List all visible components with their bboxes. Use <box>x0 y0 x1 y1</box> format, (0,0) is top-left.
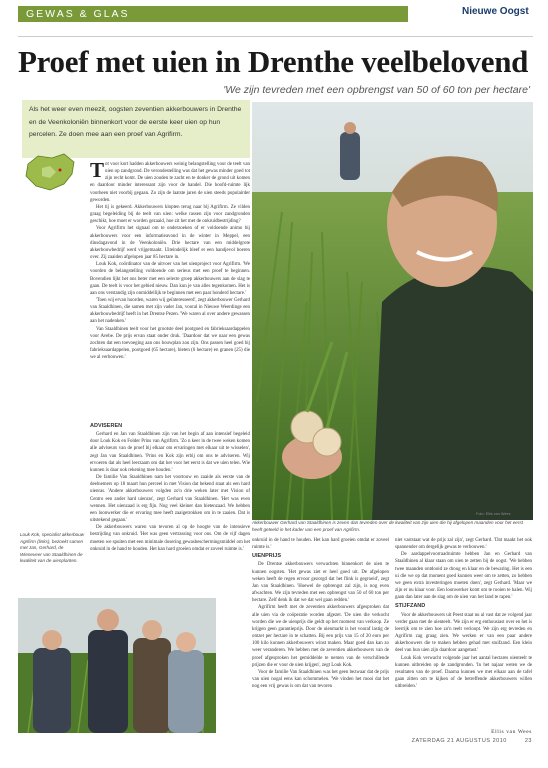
col4-paragraph: Voor de akkerbouwers uit Peest staat nu al vast dat ze volgend jaar verder gaan met de uienteelt. 'We zijn er erg enthousiast over en het is leerrijk om te zien hoe zo'n teelt verloopt. We zijn erg tevreden en Agrifirm zag graag zien. We werken er van een paar andere akkerbouwers die te maken hebben gehad met stuifzand. Een klein deel van hun uien zijn daardoor aangetast.' <box>395 612 532 654</box>
col3-paragraph: Voor de familie Van Staaldhinen was het geen bezwaar dat de prijs van uien nogal eens kan schommelen. 'We vinden het mooi dat het nog een vrij gewas is om dat van tevoren <box>252 669 389 690</box>
drenthe-map-icon <box>20 150 80 194</box>
photo-credit: Foto: Ellis van Wees <box>476 512 511 516</box>
col1-paragraph: Louk Kok, coördinator van de uitvoer van het uienproject voor Agrifirm. 'We voorden de belangstelling voldoende om serieus met een proef te beginnen. Bovendien lijkt het ons beter met een selecte groep akkerbouwers aan de slag te gaan. De teelt is voor het gebied nieuw. Dan kun je van alles tegenkomen. Het is aan ons verstandig zijn onmiddellijk te beginnen met een paar honderd hectare.' <box>90 262 250 296</box>
article-column-4 <box>395 537 532 727</box>
col1-paragraph: De familie Van Staaldhinen nam het voortouw en zaaide als eerste van de deelnemers op 18 maart hun perceel in met Vision dat bekend staat als een hard uienras. 'Andere akkerbouwers volgden zo'n drie weken later met Vision of Centro een ander hard uienras', zegt Gerhard van Staaldhinen. 'Het was even wennen. Het uienzaad is erg fijn. Nog veel kleiner dan bietenzaad. We hebben een loonwerker die er ervaring mee heeft zaaigetrokken om in te zaaien. Dat is uitstekend gegaan.' <box>90 475 250 524</box>
col3-paragraph: onkruid in de hand te houden. Het kan hard groeien omdat er zoveel ruimte is.' <box>252 538 389 551</box>
col4-paragraph: De aardappelvoorraadruimte hebben Jan en Gerhard van Staaldhinen al klaar staan om uien te zetten bij de oogst. 'We hebben twee maanden ontdooid ze droog en klaar en de bewaring. Het is een ui die we op dat moment goed kunnen weer om te zetten, zo hebben we geen extra investeringen moeten doen', zegt Gerhard. 'Maar we zijn er nu klaar voor. Een loonwerker komt om te rooien te halen. Wij gaan dan later aan de slag om de uien van het land te rapen.' <box>395 552 532 601</box>
farmers-group-image <box>18 598 216 733</box>
col3-paragraph: De Drentse akkerbouwers verwachten binnenkort de uien te kunnen oogsten. 'Het gewas ziet er heel goed uit. De afgelopen weken heeft de regen ervoor gezorgd dat het flink is gegroeid', zegt Jan van Staaldhinen. 'Hoewel de opbrengst zal zijn, is nog even afwachten. We zijn tevreden met een opbrengst van 50 of 60 ton per hectare. Zelf denk ik dat we dat wel gaan redden.' <box>252 562 389 604</box>
farmer-onion-image <box>252 102 533 520</box>
section-heading: ADVISEREN <box>90 423 123 429</box>
col1-paragraph: Van Staaldhinen teelt voor het grootste deel pootgoed en fabrieksaardappelen voor Avebe. De prijs ervan staat onder druk. 'Daardoor dat we naar een gewas zochten dat een toevoeging aan ons bouwplan zou zijn. Ons passen heel goed bij fabrieksaardappelen, pootgoed (65 hectare), bieten (6 hectare) en granen (25) die we al verbouwen.' <box>90 326 250 361</box>
col1-paragraph: Het tij is gekeerd. Akkerbouwers klopten terug naar bij Agrifirm. Ze vilden graag begeleiding bij de teelt van uien: welke rassen zijn voor zandgronden geschikt, hoe moet er worden gezaaid, hoe zit het met de onkruidbestrijding? <box>90 204 250 225</box>
farmer-onion-photo <box>252 102 533 520</box>
col1-paragraph: De akkerbouwers waren van tevoren al op de hoogte van de intensieve bestrijding van onkruid. 'Het was geen vertrassing voor ons. Om de vijf dagen moeten we spuiten met een minimale dosering gewasbeschermingsmiddel om het onkruid in de hand te houden. Het kan hard groeien omdat er zoveel ruimte is.' <box>90 525 250 552</box>
logo-text: Nieuwe Oogst <box>462 6 529 17</box>
section-heading: UIENPRIJS <box>252 553 282 560</box>
footer <box>360 738 532 744</box>
top-bar <box>0 0 548 28</box>
section-label: GEWAS & GLAS <box>18 6 408 22</box>
issue-date: ZATERDAG 21 AUGUSTUS 2010 <box>411 738 507 744</box>
publication-logo <box>462 6 529 17</box>
section-heading: STIJFZAND <box>395 603 426 610</box>
headline: Proef met uien in Drenthe veelbelovend <box>18 44 529 79</box>
col3-paragraph: Agrifirm heeft met de zeventien akkerbouwers afgesproken dat alle uien via de coöperatie worden afgezet. 'De uien die verkocht worden die we de uienprijs die geldt op het moment van verkoop. Ze krijgen geen garantieprijs. Door de uienmarkt is het vooraf lastig de omzet per hectare in te schatten. Bij een prijs van 15 of 20 euro per 100 kilo kunnen akkerbouwers winst maken. Maar goed dan kan zo weer veranderen. We hebben met de zeventien akkerbouwers van de proef afgesproken het gemiddelde te nemen van de verschillende prijzen die er voor de uien krijgen', zegt Louk Kok. <box>252 605 389 668</box>
col1-paragraph: ot voor kort hadden akkerbouwers weinig belangstelling voor de teelt van uien op zandgrond. De verondestelling was dat het gewas minder goed tot zijn recht komt. De uien zouden te zacht en te donker de grond uit komen en daardoor minder interessant zijn voor de handel. Die hoofd-ruimte lijk voorheen niet voorbij gegaan. Zo zijn de laatste jaren de uien steeds populairder geworden. <box>90 162 250 203</box>
col4-paragraph: niet vaststaat wat de prijs zal zijn', zegt Gerhard. 'Dat maakt het ook spannender om dergelijk gewas te verbouwen.' <box>395 538 532 551</box>
farmers-group-photo <box>18 598 216 733</box>
col1-paragraph: Gerhard en Jan van Staaldhinen zijn van het begin af aan intensief begeleid door Louk Kok en Folder Prins van Agrifirm. 'Zo n keer in de twee weken komen alle adviseurs van de proef bij elkaar om ervaringen met elkaar uit te wisselen', zegt Jan van Staaldhinen. 'Prins en Kok zijn erbij om ons te adviseren. Wij ervoeren dat als heel leerzaam om dat het voor het eerst is dat we uien telen. Wie kunnen is daar ook rekening mee houden.' <box>90 432 250 473</box>
intro-text: Als het weer even meezit, oogsten zeventien akkerbouwers in Drenthe en de Veenkoloniën binnenkort voor de eerste keer uien op hun percelen. Ze doen mee aan een proef van Agrifirm. <box>29 106 242 138</box>
author-byline: Ellis van Wees <box>491 729 532 735</box>
divider <box>18 36 533 37</box>
page-number: 23 <box>524 738 532 744</box>
article-column-1b <box>90 421 250 586</box>
photo-caption-left: Louk Kok, specialist akkerbouw Agrifirm (links), bezoekt samen met Jan, Gerhard, de Wieneveer van Staaldhinen de kwaliteit van de uienplanten. <box>20 532 85 563</box>
col1-paragraph: 'Toen wij ervan hoorden, waren wij geïnteresseerd', zegt akkerbouwer Gerhard van Staaldhinen, die samen met zijn vader Jan, vooral in Nieuwe Weerdinge een akkerbouwbedrijf heeft in het Drentse Pezen. 'We waren al over andere gewassen aan het nadenken.' <box>90 297 250 325</box>
photo-caption-main: Akkerbouwer Gerhard van Staaldhinen is zeven dan tevreden over de kwaliteit van zijn uien die hij afgelopen maanden voor het eerst heeft geteeld in het kader van een proef van Agrifirm. <box>252 520 523 532</box>
col4-paragraph: Louk Kok verwacht volgende jaar het aantal hectares uienteelt te kunnen uitbreiden op de zandgronden. 'In het najaar weten we de resultaten van de proef. Daarna kunnen we met elkaar aan de tafel gaan zitten om te kijken of de betreffende akkerbouwers willen uitbreiden.' <box>395 655 532 690</box>
article-column-1 <box>90 161 250 421</box>
drop-cap: T <box>90 161 105 182</box>
col1-paragraph: Voor Agrifirm het signaal om te onderzoeken of er voldoende animo bij akkerbouwers voor een informatieavond in de winter in Meppel, een dinsdagavond in de Veenkoloniën. Drie hectare van een middelgrote akkerbouwbedrijf werd vrijgemaakt. Uiteindelijk bleef er een handjevol boeren over. Zij zaaiden afgelopen jaar 85 hectare in. <box>90 226 250 261</box>
subtitle: 'We zijn tevreden met een opbrengst van 50 of 60 ton per hectare' <box>223 84 530 96</box>
article-column-3 <box>252 537 389 732</box>
